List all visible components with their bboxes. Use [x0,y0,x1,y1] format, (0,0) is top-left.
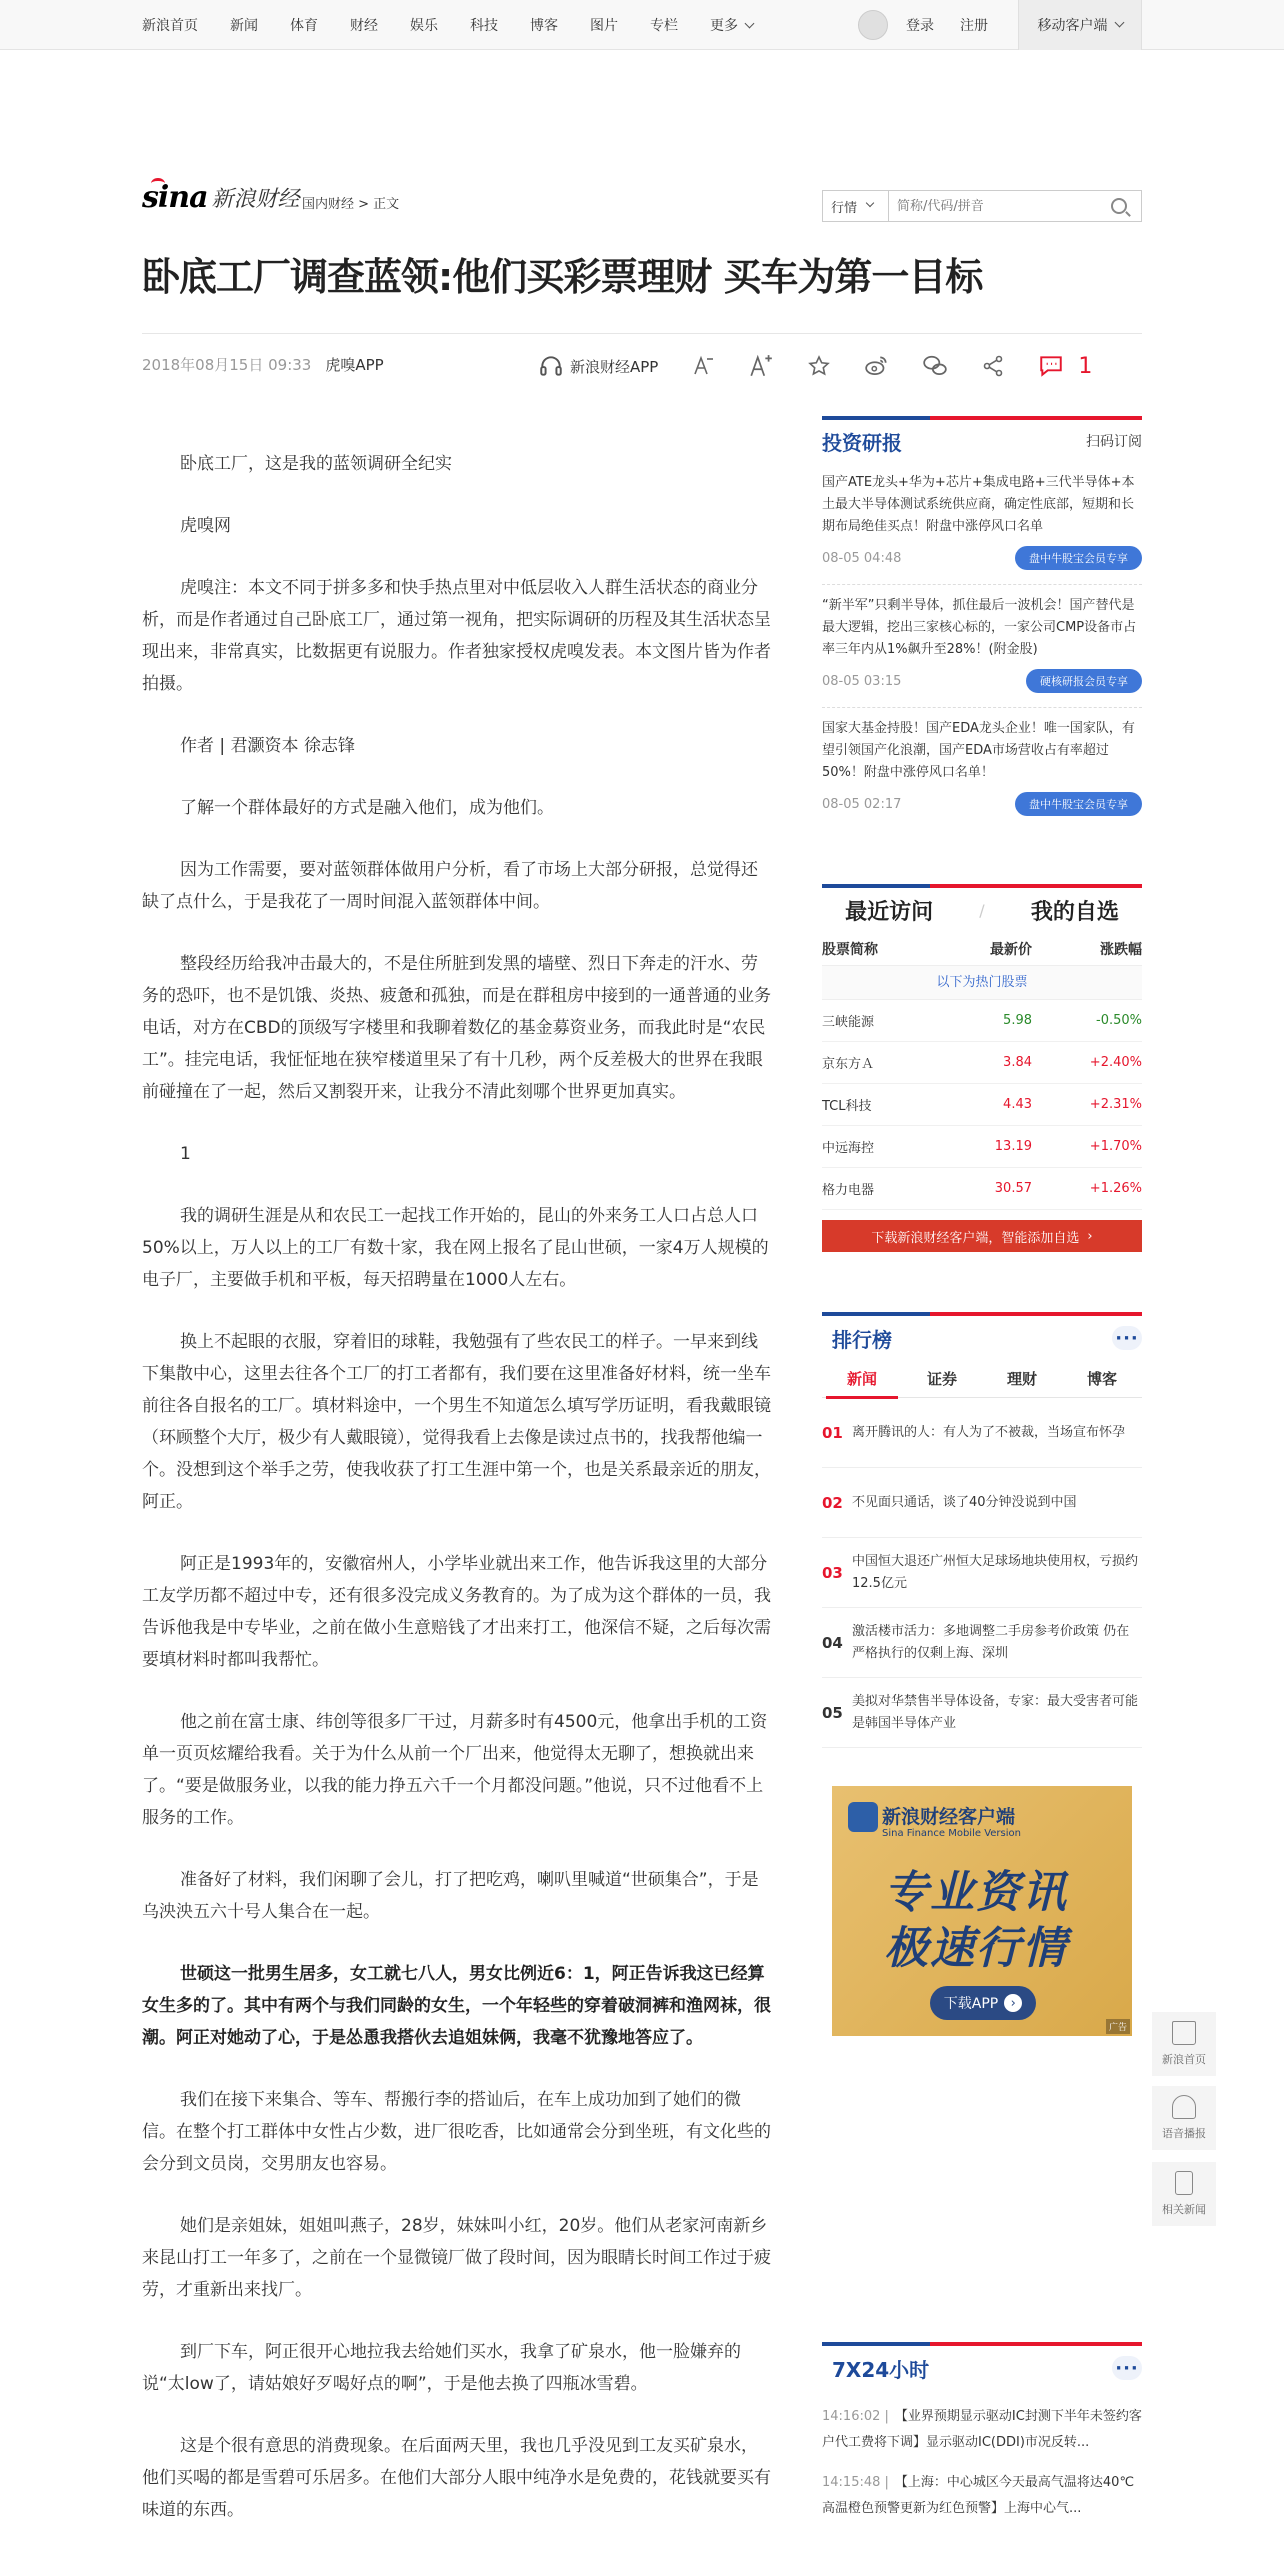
rank-title: 中国恒大退还广州恒大足球场地块使用权，亏损约12.5亿元 [852,1553,1139,1591]
more-icon[interactable]: ··· [1112,1326,1142,1350]
nav-item-tech[interactable]: 科技 [470,18,498,34]
nav-item-more[interactable] [710,15,753,35]
feed-time: 14:16:02 | [822,2409,889,2424]
stock-price: 4.43 [1003,1097,1032,1112]
research-footer [822,669,1142,693]
ranking-list [822,1398,1142,1748]
float-home-label: 新浪首页 [1162,2053,1206,2066]
avatar[interactable] [858,10,888,40]
comments-button[interactable] [1038,353,1092,379]
rank-title: 离开腾讯的人：有人为了不被裁，当场宣布怀孕 [852,1424,1126,1440]
app-ad-banner[interactable] [832,1786,1132,2036]
comment-icon [1038,353,1064,379]
nav-item-ent[interactable]: 娱乐 [410,18,438,34]
article-body [142,448,774,2556]
tab-wealth[interactable]: 理财 [1006,1369,1037,1388]
nav-item-home[interactable]: 新浪首页 [142,18,198,34]
stock-change: +1.70% [1089,1139,1142,1154]
list-item[interactable] [822,2470,1142,2522]
float-home[interactable] [1152,2012,1216,2076]
top-nav [142,0,785,50]
stock-name: TCL科技 [822,1099,872,1114]
rank-title: 美拟对华禁售半导体设备，专家：最大受害者可能是韩国半导体产业 [852,1693,1139,1731]
tab-securities[interactable]: 证券 [926,1369,957,1388]
chevron-down-icon [1114,17,1124,27]
rank-number: 05 [822,1703,843,1722]
font-decrease-icon[interactable] [688,351,718,381]
article-paragraph: 这是个很有意思的消费现象。在后面两天里，我也几乎没见到工友买矿泉水，他们买喝的都是雪碧可乐居多。在他们大部分人眼中纯净水是免费的，花钱就要买有味道的东西。 [142,2436,771,2520]
table-row[interactable] [822,1168,1142,1210]
stock-change: -0.50% [1096,1013,1142,1028]
nav-item-finance[interactable]: 财经 [350,18,378,34]
article-paragraph: 虎嗅注：本文不同于拼多多和快手热点里对中低层收入人群生活状态的商业分析，而是作者通过自己卧底工厂，通过第一视角，把实际调研的历程及其生活状态呈现出来，非常真实，比数据更有说服力。作者独家授权虎嗅发表。本文图片皆为作者拍摄。 [142,578,771,694]
star-icon[interactable] [804,351,834,381]
live-feed-panel [822,2342,1142,2522]
weibo-icon[interactable] [862,351,892,381]
article-meta [142,354,384,375]
feed-header [822,2346,1142,2390]
ranking-header [822,1316,1142,1360]
research-text: 国产ATE龙头+华为+芯片+集成电路+三代半导体+本土最大半导体测试系统供应商，确定性底部，短期和长期布局绝佳买点！附盘中涨停风口名单 [822,475,1135,534]
document-icon [1175,2171,1193,2195]
stock-price: 13.19 [994,1139,1032,1154]
ad-logo-title: 新浪财经客户端 [882,1806,1016,1828]
article-paragraph: 因为工作需要，要对蓝领群体做用户分析，看了市场上大部分研报，总觉得还缺了点什么，于是我花了一周时间混入蓝领群体中间。 [142,860,758,912]
article-paragraph: 准备好了材料，我们闲聊了会儿，打了把吃鸡，喇叭里喊道“世硕集合”，于是乌泱泱五六十号人集合在一起。 [142,1870,759,1922]
ad-download-label: 下载APP [943,1996,999,2012]
article-paragraph: 他之前在富士康、纬创等很多厂干过，月薪多时有4500元，他拿出手机的工资单一页页炫耀给我看。关于为什么从前一个厂出来，他觉得太无聊了，想换就出来了。“要是做服务业，以我的能力挣五六千一个月都没问题。”他说，只不过他看不上服务的工作。 [142,1712,768,1828]
nav-item-news[interactable]: 新闻 [230,18,258,34]
list-item[interactable] [822,1678,1142,1748]
home-icon [1172,2021,1196,2045]
chevron-down-icon [866,199,874,207]
download-client-button[interactable] [822,1220,1142,1252]
register-link[interactable]: 注册 [960,18,988,34]
ad-download-button[interactable] [930,1986,1036,2020]
divider [142,333,1142,334]
chevron-down-icon [745,19,755,29]
feed-title[interactable]: 7X24小时 [832,2357,930,2382]
sina-finance-logo[interactable] [142,180,300,215]
research-panel [822,416,1142,830]
article-paragraph: 作者 | 君灏资本 徐志锋 [180,736,355,756]
list-item[interactable] [822,1608,1142,1678]
ad-line-2: 极速行情 [884,1923,1068,1974]
ad-logo-subtitle: Sina Finance Mobile Version [882,1828,1021,1839]
stock-table-header [822,932,1142,966]
research-footer [822,792,1142,816]
mobile-client-menu[interactable] [1018,0,1142,50]
wechat-icon[interactable] [920,351,950,381]
stock-change: +2.40% [1089,1055,1142,1070]
list-item[interactable] [822,2404,1142,2456]
rank-number: 02 [822,1493,843,1512]
article-paragraph: 我的调研生涯是从和农民工一起找工作开始的，昆山的外来务工人口占总人口50%以上，万人以上的工厂有数十家，我在网上报名了昆山世硕，一家4万人规模的电子厂，主要做手机和平板，每天招聘量在1000人左右。 [142,1206,769,1290]
table-row[interactable] [822,1042,1142,1084]
list-item[interactable] [822,1468,1142,1538]
article-paragraph: 我们在接下来集合、等车、帮搬行李的搭讪后，在车上成功加到了她们的微信。在整个打工群体中女性占少数，进厂很吃香，比如通常会分到坐班，有文化些的会分到文员岗，交男朋友也容易。 [142,2090,771,2174]
research-footer [822,546,1142,570]
nav-item-photo[interactable]: 图片 [590,18,618,34]
research-date: 08-05 03:15 [822,673,902,689]
mobile-client-label: 移动客户端 [1037,18,1108,34]
list-item[interactable] [822,1398,1142,1468]
publish-date: 2018年08月15日 09:33 [142,356,312,374]
nav-item-blog[interactable]: 博客 [530,18,558,34]
login-link[interactable]: 登录 [906,18,934,34]
member-badge[interactable]: 盘中牛股宝会员专享 [1015,792,1142,816]
search-icon[interactable] [1111,198,1127,214]
col-price: 最新价 [990,941,1032,958]
top-nav-bar [0,0,1284,50]
headphones-icon [538,353,564,379]
headphones-icon [1172,2095,1196,2119]
research-header [822,420,1142,462]
chevron-right-icon: › [1087,1228,1093,1244]
rank-title: 不见面只通话，谈了40分钟没说到中国 [852,1494,1077,1510]
article-paragraph: 换上不起眼的衣服，穿着旧的球鞋，我勉强有了些农民工的样子。一早来到线下集散中心，这里去往各个工厂的打工者都有，我们要在这里准备好材料，统一坐车前往各自报名的工厂。填材料途中，一个男生不知道怎么填写学历证明，看我戴眼镜（环顾整个大厅，极少有人戴眼镜），觉得我看上去像是读过点书的，找我帮他编一个。没想到这个举手之劳，使我收获了打工生涯中第一个，也是关系最亲近的朋友，阿正。 [142,1332,771,1512]
tab-recent[interactable]: 最近访问 [845,899,934,925]
stock-change: +1.26% [1089,1181,1142,1196]
table-row[interactable] [822,1084,1142,1126]
stock-name: 中远海控 [822,1141,875,1156]
stock-price: 30.57 [994,1181,1032,1196]
table-row[interactable] [822,1000,1142,1042]
tab-watchlist[interactable]: 我的自选 [1030,899,1119,925]
col-change: 涨跌幅 [1100,941,1142,958]
ad-line-1: 专业资讯 [884,1867,1068,1918]
rank-number: 04 [822,1633,843,1652]
stock-price: 3.84 [1003,1055,1032,1070]
ad-tag: 广告 [1106,2019,1130,2034]
page-title: 卧底工厂调查蓝领:他们买彩票理财 买车为第一目标 [142,255,983,299]
list-item[interactable] [822,708,1142,830]
float-related-label: 相关新闻 [1162,2203,1206,2216]
list-item[interactable] [822,1538,1142,1608]
breadcrumb[interactable]: 国内财经 > 正文 [302,197,400,212]
article-paragraph: 到厂下车，阿正很开心地拉我去给她们买水，我拿了矿泉水，他一脸嫌弃的说“太low了，请姑娘好歹喝好点的啊”，于是他去换了四瓶冰雪碧。 [142,2342,741,2394]
float-voice[interactable] [1152,2086,1216,2150]
research-title[interactable]: 投资研报 [822,430,902,455]
article-paragraph: 她们是亲姐妹，姐姐叫燕子，28岁，妹妹叫小红，20岁。他们从老家河南新乡来昆山打工一年多了，之前在一个显微镜厂做了段时间，因为眼睛长时间工作过于疲劳，才重新出来找厂。 [142,2216,771,2300]
subscribe-link[interactable]: 扫码订阅 [1086,434,1142,450]
ranking-panel [822,1312,1142,1748]
tab-separator: / [979,900,985,920]
article-source[interactable]: 虎嗅APP [325,356,384,374]
rank-number: 03 [822,1563,843,1582]
table-row[interactable] [822,1126,1142,1168]
article-paragraph-bold: 世硕这一批男生居多，女工就七八人，男女比例近6：1，阿正告诉我这已经算女生多的了。其中有两个与我们同龄的女生，一个年轻些的穿着破洞裤和渔网袜，很潮。阿正对她动了心，于是怂恿我搭伙去追姐妹俩，我毫不犹豫地答应了。 [142,1964,771,2048]
member-badge[interactable]: 硬核研报会员专享 [1026,669,1142,693]
nav-item-column[interactable]: 专栏 [650,18,678,34]
stock-tabs [822,888,1142,932]
ranking-tabs [822,1360,1142,1398]
comment-count: 1 [1078,353,1093,379]
research-text: 国家大基金持股！国产EDA龙头企业！唯一国家队，有望引领国产化浪潮，国产EDA市场营收占有率超过50%！附盘中涨停风口名单！ [822,721,1135,780]
research-date: 08-05 02:17 [822,796,902,812]
stock-name: 京东方Ａ [822,1057,875,1072]
rank-number: 01 [822,1423,843,1442]
app-link[interactable] [538,353,658,379]
member-badge[interactable]: 盘中牛股宝会员专享 [1015,546,1142,570]
article-paragraph: 1 [180,1144,191,1164]
stock-change: +2.31% [1089,1097,1142,1112]
nav-more-label: 更多 [710,18,738,34]
rank-title: 激活楼市活力：多地调整二手房参考价政策 仍在严格执行的仅剩上海、深圳 [852,1623,1130,1661]
stock-panel [822,884,1142,1252]
article-paragraph: 了解一个群体最好的方式是融入他们，成为他们。 [180,798,554,818]
list-item[interactable] [822,462,1142,585]
research-text: “新半军”只剩半导体，抓住最后一波机会！国产替代是最大逻辑，挖出三家核心标的，一家公司CMP设备市占率三年内从1%飙升至28%！(附金股) [822,598,1137,657]
logo-finance: 新浪财经 [211,187,300,212]
more-icon[interactable]: ··· [1112,2356,1142,2380]
article-paragraph: 阿正是1993年的，安徽宿州人，小学毕业就出来工作，他告诉我这里的大部分工友学历都不超过中专，还有很多没完成义务教育的。为了成为这个群体的一员，我告诉他我是中专毕业，之前在做小生意赔钱了才出来打工，他深信不疑，之后每次需要填材料时都叫我帮忙。 [142,1554,771,1670]
feed-time: 14:15:48 | [822,2475,889,2490]
article-paragraph: 虎嗅网 [180,516,231,536]
float-voice-label: 语音播报 [1162,2127,1206,2140]
research-date: 08-05 04:48 [822,550,902,566]
article-paragraph: 整段经历给我冲击最大的，不是住所脏到发黑的墙壁、烈日下奔走的汗水、劳务的恐吓，也不是饥饿、炎热、疲惫和孤独，而是在群租房中接到的一通普通的业务电话，对方在CBD的顶级写字楼里和我聊着数亿的基金募资业务，而我此时是“农民工”。挂完电话，我怔怔地在狭窄楼道里呆了有十几秒，两个反差极大的世界在我眼前碰撞在了一起，然后又割裂开来，让我分不清此刻哪个世界更加真实。 [142,954,771,1102]
quote-search [822,190,1142,222]
hot-stocks-label: 以下为热门股票 [822,966,1142,1000]
stock-price: 5.98 [1003,1013,1032,1028]
user-area [858,0,1014,50]
app-link-label: 新浪财经APP [570,357,659,376]
font-increase-icon[interactable] [746,351,776,381]
stock-rows [822,1000,1142,1210]
stock-name: 三峡能源 [822,1015,875,1030]
sina-finance-app-icon [848,1802,878,1832]
ranking-title: 排行榜 [832,1327,892,1352]
search-input[interactable] [889,191,1111,221]
float-related[interactable] [1152,2162,1216,2226]
search-type-value: 行情 [831,200,858,216]
list-item[interactable] [822,585,1142,708]
col-name: 股票简称 [822,941,878,958]
download-client-label: 下载新浪财经客户端，智能添加自选 [871,1230,1080,1246]
search-type-select[interactable] [823,191,889,221]
tab-news[interactable]: 新闻 [822,1360,902,1398]
nav-item-sports[interactable]: 体育 [290,18,318,34]
stock-name: 格力电器 [822,1183,875,1198]
share-icon[interactable] [978,351,1008,381]
article-toolbar [538,348,1092,384]
feed-text: 【业界预期显示驱动IC封测下半年未签约客户代工费将下调】显示驱动IC(DDI)市况反转... [822,2409,1142,2450]
feed-text: 【上海：中心城区今天最高气温将达40℃ 高温橙色预警更新为红色预警】上海中心气... [822,2475,1135,2516]
chevron-right-icon: › [1004,1994,1022,2012]
tab-blog[interactable]: 博客 [1086,1369,1117,1388]
article-paragraph: 卧底工厂，这是我的蓝领调研全纪实 [180,454,452,474]
logo-sina: sina [142,180,208,215]
